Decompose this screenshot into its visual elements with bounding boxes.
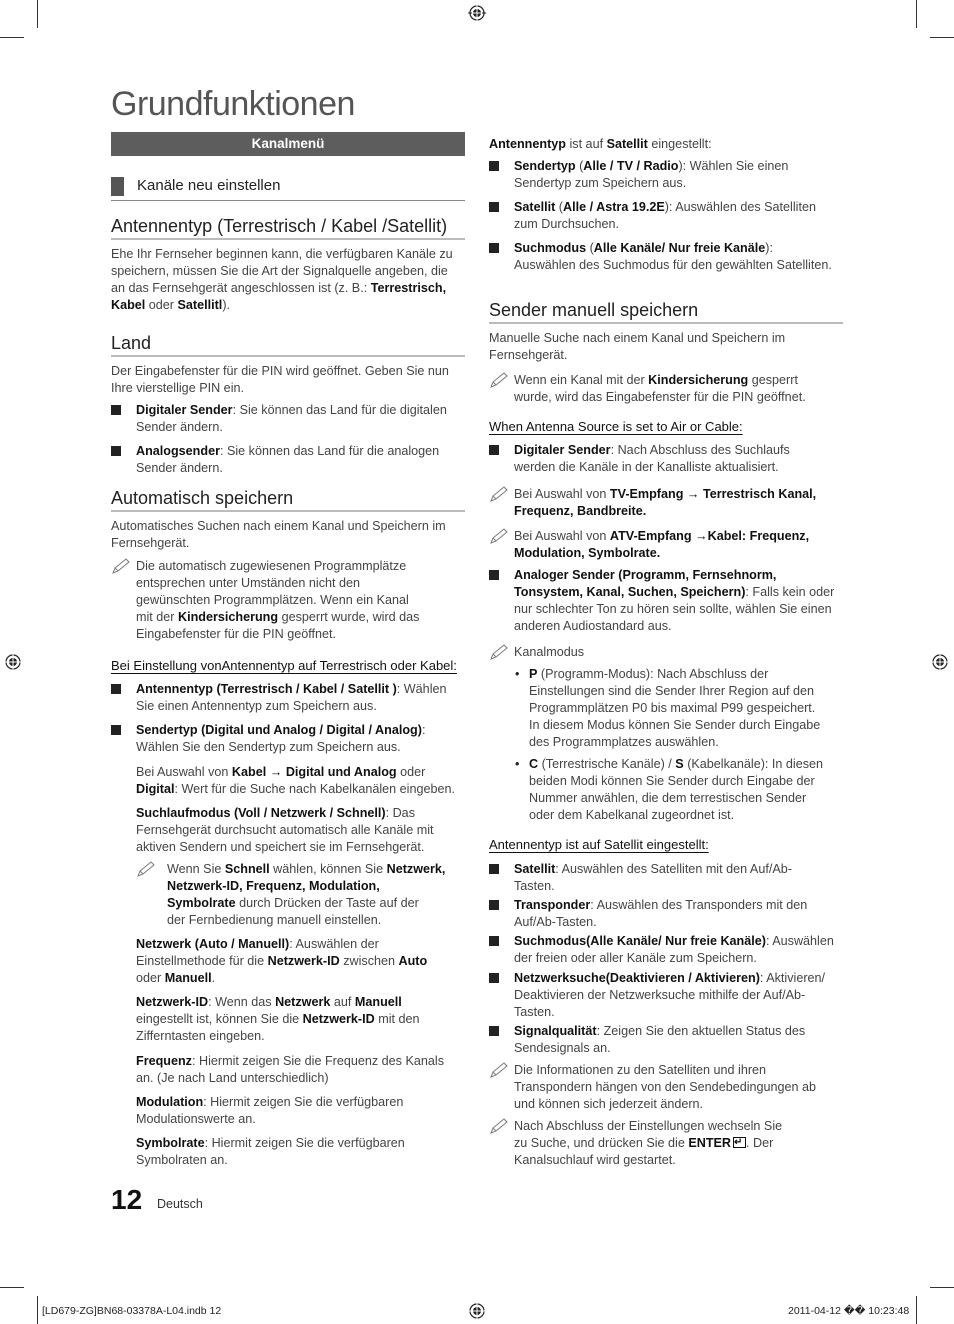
list-item: Satellit (Alle / Astra 19.2E): Auswählen des Satelliten zum Durchsuchen. <box>489 199 843 233</box>
crop-mark <box>0 37 24 38</box>
list-item: • C (Terrestrische Kanäle) / S (Kabelkanäle): In diesen beiden Modi können Sie Sender durch Eingabe der Nummer anwählen, die dem terrestischen Sender oder dem Kabelkanal zugeordnet ist. <box>515 757 824 822</box>
bullet-square-icon <box>111 684 121 694</box>
enter-key-icon <box>733 1137 746 1148</box>
manual-paragraph: Manuelle Suche nach einem Kanal und Speichern im Fernsehgerät. <box>489 331 786 362</box>
bullet-square-icon <box>489 936 499 946</box>
kabel-paragraph: Bei Auswahl von Kabel → Digital und Analog oder Digital: Wert für die Suche nach Kabelkanälen eingeben. <box>136 765 456 796</box>
list-item: Sendertyp (Alle / TV / Radio): Wählen Sie einen Sendertyp zum Speichern aus. <box>489 158 843 192</box>
crop-mark <box>916 0 917 28</box>
registration-mark-icon <box>468 1302 486 1320</box>
crop-mark <box>930 37 954 38</box>
note: Wenn ein Kanal mit der Kindersicherung gesperrt wurde, wird das Eingabefenster für die PIN geöffnet. <box>489 372 843 406</box>
page-title: Grundfunktionen <box>111 85 355 123</box>
note-pencil-icon <box>489 372 509 389</box>
bullet-square-icon <box>111 446 121 456</box>
note-pencil-icon <box>489 644 509 661</box>
condition-heading: Bei Einstellung vonAntennentyp auf Terrestrisch oder Kabel: <box>111 658 457 673</box>
sub-heading-text: Kanäle neu einstellen <box>137 177 281 194</box>
crop-mark <box>930 1287 954 1288</box>
list-item: Suchmodus (Alle Kanäle/ Nur freie Kanäle): Auswählen des Suchmodus für den gewählten Satelliten. <box>489 240 849 274</box>
crop-mark <box>916 1296 917 1324</box>
note: Bei Auswahl von ATV-Empfang →Kabel: Frequenz, Modulation, Symbolrate. <box>489 528 843 562</box>
crop-mark <box>37 1296 38 1324</box>
note-pencil-icon <box>489 528 509 545</box>
satellit-intro: Antennentyp ist auf Satellit eingestellt: <box>489 137 712 151</box>
frequenz-paragraph: Frequenz: Hiermit zeigen Sie die Frequenz des Kanals an. (Je nach Land unterschiedlich) <box>136 1054 444 1085</box>
list-item: Satellit: Auswählen des Satelliten mit den Auf/Ab- Tasten. <box>489 861 843 895</box>
bullet-square-icon <box>489 202 499 212</box>
heading-sender-manuell: Sender manuell speichern <box>489 299 843 324</box>
note-pencil-icon <box>489 1118 509 1135</box>
note: Wenn Sie Schnell wählen, können Sie Netzwerk, Netzwerk-ID, Frequenz, Modulation, Symbolrate durch Drücken der Taste auf der der Fernbedienung manuell einstellen. <box>136 861 466 929</box>
condition-heading: Antennentyp ist auf Satellit eingestellt: <box>489 837 709 852</box>
bullet-dot-icon: • <box>515 667 520 681</box>
crop-mark <box>37 0 38 28</box>
bullet-square-icon <box>489 570 499 580</box>
bullet-square-icon <box>489 1026 499 1036</box>
registration-mark-icon <box>4 653 22 671</box>
list-item: Analogsender: Sie können das Land für die analogen Sender ändern. <box>111 443 465 477</box>
bullet-dot-icon: • <box>515 757 520 771</box>
note-pencil-icon <box>111 558 131 575</box>
land-paragraph: Der Eingabefenster für die PIN wird geöffnet. Geben Sie nun Ihre vierstellige PIN ein. <box>111 364 449 395</box>
heading-land: Land <box>111 332 465 357</box>
bullet-square-icon <box>489 973 499 983</box>
list-item: Digitaler Sender: Sie können das Land für die digitalen Sender ändern. <box>111 402 465 436</box>
note: Kanalmodus <box>489 644 843 661</box>
note: Bei Auswahl von TV-Empfang → Terrestrisch Kanal, Frequenz, Bandbreite. <box>489 486 843 520</box>
section-bar: Kanalmenü <box>111 132 465 156</box>
modulation-paragraph: Modulation: Hiermit zeigen Sie die verfügbaren Modulationswerte an. <box>136 1095 404 1126</box>
bullet-square-icon <box>489 161 499 171</box>
list-item: Antennentyp (Terrestrisch / Kabel / Satellit ): Wählen Sie einen Antennentyp zum Speichern aus. <box>111 681 465 715</box>
note-pencil-icon <box>489 486 509 503</box>
bullet-square-icon <box>489 900 499 910</box>
note: Nach Abschluss der Einstellungen wechseln Sie zu Suche, und drücken Sie die ENTER↵ . Der Kanalsuchlauf wird gestartet. <box>489 1118 843 1169</box>
bullet-square-icon <box>489 445 499 455</box>
list-item: Netzwerksuche(Deaktivieren / Aktivieren): Aktivieren/ Deaktivieren der Netzwerksuche mithilfe der Auf/Ab- Tasten. <box>489 970 843 1021</box>
condition-heading: When Antenna Source is set to Air or Cable: <box>489 419 743 434</box>
registration-mark-icon <box>468 4 486 22</box>
auto-paragraph: Automatisches Suchen nach einem Kanal und Speichern im Fernsehgerät. <box>111 519 446 550</box>
crop-mark <box>0 1287 24 1288</box>
heading-antennentyp: Antennentyp (Terrestrisch / Kabel /Satellit) <box>111 215 465 240</box>
bullet-square-icon <box>111 725 121 735</box>
netzwerk-paragraph: Netzwerk (Auto / Manuell): Auswählen der Einstellmethode für die Netzwerk-ID zwischen Auto oder Manuell. <box>136 937 428 985</box>
list-item: • P (Programm-Modus): Nach Abschluss der Einstellungen sind die Sender Ihrer Region auf den Programmplätzen P0 bis maximal P99 gespeichert. In diesem Modus können Sie Sender durch Eingabe des Programmplatzes auswählen. <box>515 667 821 749</box>
bullet-square-icon <box>111 405 121 415</box>
footer-timestamp: 2011-04-12 �� 10:23:48 <box>788 1305 910 1317</box>
sub-heading-marker <box>111 177 124 196</box>
registration-mark-icon <box>931 653 949 671</box>
sub-heading <box>111 175 465 201</box>
bullet-square-icon <box>489 864 499 874</box>
list-item: Transponder: Auswählen des Transponders mit den Auf/Ab-Tasten. <box>489 897 843 931</box>
list-item: Suchmodus(Alle Kanäle/ Nur freie Kanäle): Auswählen der freien oder aller Kanäle zum Speichern. <box>489 933 849 967</box>
page-language: Deutsch <box>157 1197 203 1211</box>
note: Die Informationen zu den Satelliten und ihren Transpondern hängen von den Sendebedingungen ab und können sich jederzeit ändern. <box>489 1062 843 1113</box>
antennentyp-paragraph: Ehe Ihr Fernseher beginnen kann, die verfügbaren Kanäle zu speichern, müssen Sie die Art der Signalquelle angeben, die an das Fernsehgerät angeschlossen ist (z. B.: Terrestrisch, Kabel oder Satellitl). <box>111 247 453 312</box>
footer-file-info: [LD679-ZG]BN68-03378A-L04.indb 12 <box>42 1305 222 1317</box>
heading-automatisch-speichern: Automatisch speichern <box>111 487 465 512</box>
list-item: Sendertyp (Digital und Analog / Digital / Analog): Wählen Sie den Sendertyp zum Speichern aus. <box>111 722 465 756</box>
note-pencil-icon <box>136 861 156 878</box>
list-item: Analoger Sender (Programm, Fernsehnorm, Tonsystem, Kanal, Suchen, Speichern): Falls kein oder nur schlechter Ton zu hören sein sollte, wählen Sie einen anderen Audiostandard aus. <box>489 567 849 635</box>
symbolrate-paragraph: Symbolrate: Hiermit zeigen Sie die verfügbaren Symbolraten an. <box>136 1136 405 1167</box>
list-item: Signalqualität: Zeigen Sie den aktuellen Status des Sendesignals an. <box>489 1023 843 1057</box>
bullet-square-icon <box>489 243 499 253</box>
netzwerk-id-paragraph: Netzwerk-ID: Wenn das Netzwerk auf Manuell eingestellt ist, können Sie die Netzwerk-ID mit den Zifferntasten eingeben. <box>136 995 420 1043</box>
note: Die automatisch zugewiesenen Programmplätze entsprechen unter Umständen nicht den gewünschten Programmplätzen. Wenn ein Kanal mit der Kindersicherung gesperrt wurde, wird das Eingabefenster für die PIN geöffnet. <box>111 558 465 644</box>
note-pencil-icon <box>489 1062 509 1079</box>
suchlaufmodus-paragraph: Suchlaufmodus (Voll / Netzwerk / Schnell): Das Fernsehgerät durchsucht automatisch alle Kanäle mit aktiven Sendern und speichert sie im Fernsehgerät. <box>136 806 434 854</box>
page-number: 12 <box>111 1184 143 1215</box>
list-item: Digitaler Sender: Nach Abschluss des Suchlaufs werden die Kanäle in der Kanalliste aktualisiert. <box>489 442 843 476</box>
